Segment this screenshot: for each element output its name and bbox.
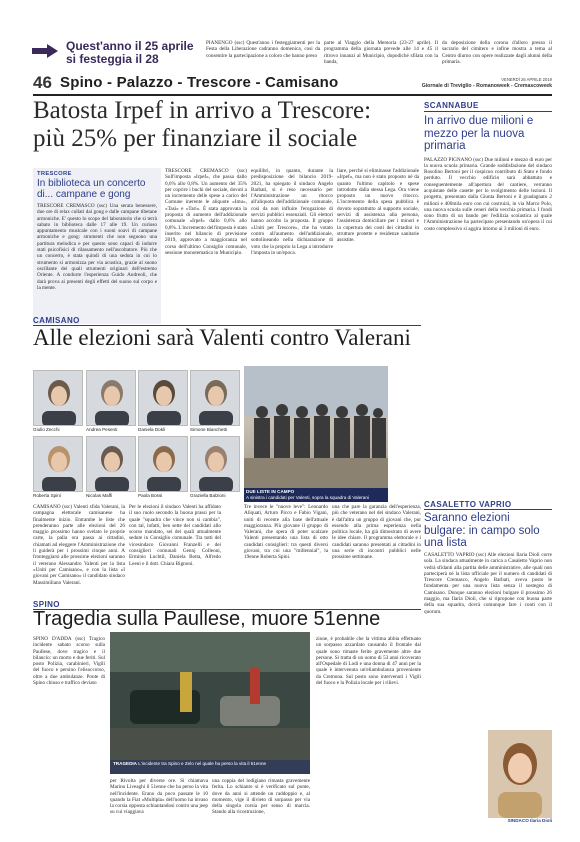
accident-photo-image	[110, 632, 310, 760]
teaser-headline: Quest'anno il 25 aprile si festeggia il 28	[66, 39, 194, 66]
casaletto-headline: Saranno elezioni bulgare: in campo solo una lista	[424, 512, 540, 549]
page-number: 46	[33, 73, 52, 92]
candidate-portrait	[87, 371, 136, 426]
casaletto-body-1: CASALETTO VAPRIO (ssc) Alle elezioni Ilaria Dioli corre sola. La sindaca attualmente in carica a Casaletto Vaprio non vedrà sfidanti alla partita delle amministrative, alle quali non parteciperà né la lista ufficiale per il numero di candidati di Trescore Cremasco, Angelo Barbati, aveva posto le fondamenta per una nuova lista senza il sostegno di Camisano. Dunque saranno elezioni bulgare il prossimo 26 maggio, ma Ilaria Dioli, che si ripropone con buona parte della sua squadra, dovrà comunque fare i conti con il quorum.	[424, 552, 552, 615]
teaser-col-3: da deposizione della corona d'alloro presso il sacrario del cimitero e infine mostra a tema al Centro diurno con opere realizzate dagli alunni della primaria.	[442, 40, 552, 65]
mayor-photo	[488, 730, 552, 818]
right-column	[424, 95, 552, 469]
casaletto-label: CASALETTO VAPRIO	[424, 500, 512, 509]
main-headline: Batosta Irpef in arrivo a Trescore: più 25% per finanziare il sociale	[33, 97, 372, 152]
candidate-photo	[190, 436, 240, 492]
scannabue-headline: In arrivo due milioni e mezzo per la nuova primaria	[424, 115, 534, 152]
candidate-name: Daniela Dokli	[138, 427, 166, 432]
section-title: Spino - Palazzo - Trescore - Camisano	[60, 74, 339, 91]
box-headline: In biblioteca un concerto di... campane e gong	[37, 178, 146, 200]
camisano-label: CAMISANO	[33, 316, 80, 325]
candidate-portrait	[87, 437, 136, 492]
main-article-col-3: liare, perché si eliminasse l'addizionale «Irpef», ma non è stato proposto né da quanto l'ultimo capitolo e spese introdotte dalla stessa Lega. Ora viene proposto un nuovo ritocco. L'incremento della spesa pubblica è dovuto soprattutto al supporto sociale, servizi di assistenza alla persona, l'assistenza domiciliare per i minori e la copertura dei costi dei cittadini in strutture protette e residenze sanitarie assistite.	[337, 168, 419, 244]
accident-caption-text: L'incidente tra Spino e Zelo nel quale ha perso la vita il 51enne	[138, 761, 267, 766]
accident-photo-caption	[110, 760, 310, 774]
main-article-col-2: equilibri, in quanto, durante la predisposizione del bilancio 2019-2021, ha spiegato il sindaco Angelo Barbati, si è reso necessario per l'Amministrazione un ritocco all'aliquota dell'addizionale comunale, così da non influire l'erogazione di servizi pubblici essenziali. Gli elettori hanno accolto la proposta. Il gruppo «Uniti per Trescore», che ha votato contro all'aumento dell'addizionale, sottolineando nella dichiarazione di voto che la proprio la Lega a introdurre l'imposta in un'epoca.	[251, 168, 333, 256]
box-tag: TRESCORE	[37, 171, 72, 177]
candidate-name: Graziella Balzioni	[190, 493, 226, 498]
candidate-name: Andrea Pesenti	[86, 427, 118, 432]
candidate-photo	[86, 436, 136, 492]
candidate-photo	[86, 370, 136, 426]
candidate-photo	[138, 436, 188, 492]
candidate-name: Roberta Spini	[33, 493, 61, 498]
candidate-name: Paola Bossi	[138, 493, 163, 498]
camisano-col-2: Per le elezioni il sindaco Valenti ha affidato il suo ruolo secondo la buona prassi per la quale "squadra che vince non si cambia", con tal, infatti, ben sette dei candidati allo scorso mandato, sei dei quali attualmente sedute in Consiglio comunale. Tra tutti del vicesindaco Giovanni Franzelli e dei consiglieri comunali Gennj Colleoni, Erminio Luchtil, Daniela Botta, Alfredo Leeni e il dott. Chiara Bignoni.	[129, 504, 221, 567]
spino-col-3: una coppia del lodigiano rimasta gravemente ferita. Lo schianto si è verificato sul ponte, dove da anni si attende un raddoppio e, al momento, vige il divieto di sorpasso per via della singola corsia per senso di marcia. Stando alla ricostruzione,	[212, 778, 310, 816]
trescore-box	[33, 168, 161, 324]
scannabue-rule	[424, 111, 552, 112]
candidate-portrait	[191, 437, 240, 492]
group-photo-image	[244, 366, 388, 488]
spino-col-4: zione, è probabile che la vittima abbia effettuato un sorpasso azzardato causando il frontale dal quale sono rimaste ferite gravemente altre due persone. Si tratta di un uomo di 53 anni ricoverato all'Ospedale di Lodi e una donna di 47 anni per la quale è intervenuta un'eliambulanza proveniente da Cremona. Sul posto sono intervenuti i Vigili del fuoco e la Polizia locale per i rilievi.	[316, 636, 421, 687]
mayor-photo-image	[488, 730, 552, 818]
candidate-photo	[33, 370, 83, 426]
teaser-col-1: PIANENGO (ssc) Quest'anno i festeggiamenti per la Festa della Liberazione cadranno domenica, cosi da consentire la partecipazione a coloro che hanno preso	[206, 40, 320, 59]
scannabue-label: SCANNABUE	[424, 101, 479, 110]
camisano-col-1: CAMISANO (ssc) Valenti sfida Valerani, la campagna elettorale camisanese ha finalmente inizio. Entrambe le liste che prenderanno parte alle elezioni del 26 maggio prossimo hanno svelato le proprie carte, la palla ora passa ai cittadini, chiamati ad eleggere l'Amministrazione che li guiderà per i prossimi cinque anni. A fronteggiarsi alle prossime elezioni saranno il veterano Alessandro Valenti per la lista «Uniti per Camisano», e con la lista «I giovani per Camisano» il candidato sindaco Massimiliano Valerani.	[33, 504, 125, 586]
group-caption-text: A sinistra i candidati per Valenti, sopra la squadra di Valerani	[246, 495, 369, 500]
date-line: VENERDÌ 26 APRILE 2019	[501, 77, 552, 82]
mayor-caption: SINDACO Ilaria Dioli	[507, 818, 552, 823]
spino-col-1: SPINO D'ADDA (ssc) Tragico incidente sabato scorso sulla Paullese, dove tragico e il bilancio: un morto e due feriti. Sul posto Polizia, carabinieri, Vigili del fuoco e persino l'elisoccorso, oltre a due ambulanze. Ponte di Spino chiuso e traffico deviato	[33, 636, 105, 687]
accident-caption-title: TRAGEDIA	[113, 761, 137, 766]
candidate-portrait	[139, 371, 188, 426]
candidate-portrait	[34, 437, 83, 492]
group-photo	[244, 366, 388, 488]
teaser-col-2: parte al Viaggio della Memoria (23-27 aprile). Il programma della giornata prevede alle 14 e 45 il ritrovo innanzi al Municipio, dopodiché sfilata con la banda,	[324, 40, 438, 65]
candidate-photo	[190, 370, 240, 426]
accident-photo	[110, 632, 310, 760]
camisano-headline: Alle elezioni sarà Valenti contro Valerani	[33, 325, 411, 350]
main-article-col-1: TRESCORE CREMASCO (ssc) Sull'imposta «Irpef», che passa dallo 0,6% allo 0,8%. Un aumento del 35% per coprire i buchi del sociale, dovuti a un incremento delle spese a carico del Comune inerente le aliquote «Imu», «Tasi» e «Tari». È stata approvata la proposta di aumento dell'addizionale comunale «Irpef» dallo 0,6% allo 0,8%. L'incremento dell'imposta è stato inserito nel bilancio di previsione 2019, approvato a maggioranza nel corso dell'ultimo Consiglio comunale, sessione monotematica in Municipio.	[165, 168, 247, 256]
candidate-photo	[138, 370, 188, 426]
candidate-portrait	[139, 437, 188, 492]
spino-label: SPINO	[33, 600, 60, 609]
spino-col-2: per Rivolta per diverse ore. Si chiamava Marino Liveaghi il 51enne che ha perso la vita nell'incidente. Erano da poco passate le 10 quando la Fiat «Multipla» dell'uomo ha invaso la corsia opposta schiantandosi contro una jeep su cui viaggiava	[110, 778, 208, 816]
camisano-col-4: una che pare la garanzia dell'esperienza, più che veterano nel del sindaco Valerani, è dall'altra un gruppo di giovani che, pur essendo alla prima esperienza nella politica locale, ha già dimostrato di avere le idee chiare. Il programma elettorale e i candidati saranno presentati ai cittadini in una serie di incontri pubblici nelle prossime settimane.	[332, 504, 421, 561]
newspaper-name: Giornale di Treviglio - Romanoweek - Cremascoweek	[421, 83, 552, 89]
candidate-portrait	[34, 371, 83, 426]
candidate-portrait	[191, 371, 240, 426]
scannabue-body: PALAZZO PIGNANO (ssc) Due milioni e mezzo di euro per la nuova scuola primaria. Grande soddisfazione del sindaco Rosolino Bertoni per il cospicuo contributo di Stato e fondo perduto. Il vecchio edificio sarà abbattuto e conseguentemente all'apertura del cantiere, verranno acquistate delle casette per lo svolgimento delle lezioni. Il progetto, presentato dalla Giunta Bertoni e il guadagnato 2 milioni e 400mila euro con cui costruirà, in via Marco Polo, una nuova scuola sulle ceneri della vecchia primaria. I fondi sono frutto di un bando per l'edilizia scolastica al quale l'Amministrazione ha partecipato presentando un'opera il cui costo complessivo si aggira intorno ai 3 milioni di euro.	[424, 156, 552, 232]
casaletto-rule	[424, 509, 552, 510]
spino-headline: Tragedia sulla Paullese, muore 51enne	[33, 608, 381, 630]
box-body: TRESCORE CREMASCO (ssc) Una serata benessere, due ore di relax cullati dai gong e dalle campane tibetane armoniche. E' questo lo scopo del laboratorio che si terrà sabato in biblioteca dalle 17 alle 19. Un curioso appuntamento musicale con i suoni soavi di campane armoniche e gong: strumenti che non seguono una partitura melodica e per questo sono capaci di indurre stati psicofisici di rilassamento nell'ascoltatore. Più che un concerto, è stata quindi di una seduta in cui lo strumento si armonizza per via acustica, grazie al suono oscillante dei quali strumenti originari dell'estremo Oriente. A condurre l'esperienza Guido Andreoli, che darà prova ai presenti degli effetti del suono sul corpo e la mente.	[37, 203, 157, 291]
candidate-name: Simone Bianchetti	[190, 427, 228, 432]
arrow-right-icon	[32, 44, 58, 58]
group-caption-title: DUE LISTE IN CAMPO	[246, 489, 295, 494]
group-photo-caption	[244, 488, 388, 502]
candidate-photo	[33, 436, 83, 492]
candidate-name: Giulio Zecchi	[33, 427, 60, 432]
camisano-col-3: Tre invece le "nuove leve": Leonardo Aliquati, Arturo Picco e Fabio Vigani, uniti di recente alla base dell'attuale maggioranza. Più giovane il gruppo di Valerani, che spera di poter scalzare Valenti presentando una lista di otto candidati consiglieri: tra questi diversi giovani, tra cui una "millennial", la 19enne Roberta Spini.	[244, 504, 328, 561]
candidate-name: Nicolas Maffi	[86, 493, 113, 498]
